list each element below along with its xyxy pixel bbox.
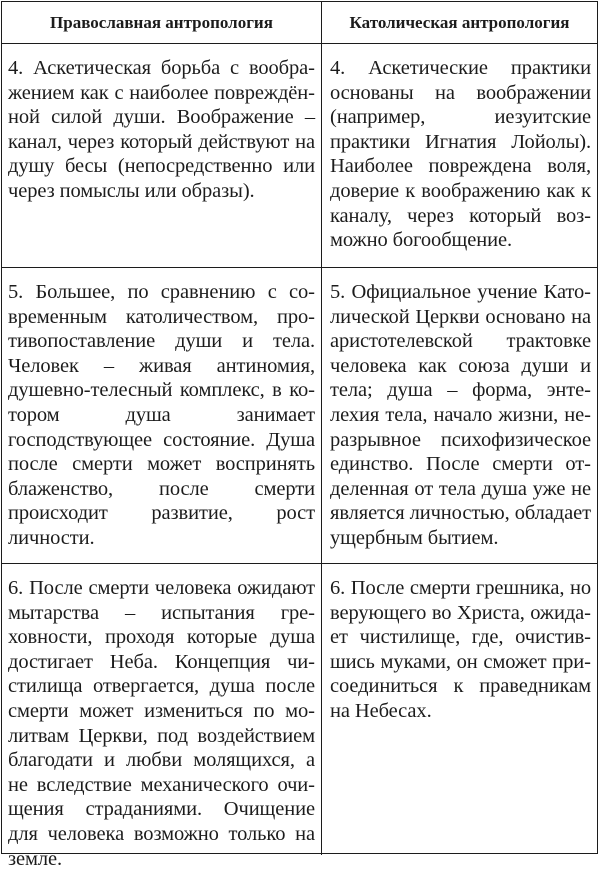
catholic-cell <box>322 564 597 855</box>
cell-text: 6. После смерти человека ожидают мытарства – испытания греховности, проходя которые душа достигает Неба. Концепция чистилища отвергается, душа после смерти может измениться по молитвам Церкви, под воздействием благодати и любви молящихся, а не вследствие механического очищения страданиями. Очищение для человека возможно только на земле. <box>8 577 315 870</box>
cell-text: 5. Официальное учение Католической Церкви основано на аристотелевской трактовке человека как союза души и тела; душа – форма, энтелехия тела, начало жизни, неразрывное психофизическое единство. После смерти отделенная от тела душа уже не является личностью, обладает ущербным бытием. <box>330 281 591 549</box>
header-orthodox: Православная антропология <box>2 2 322 43</box>
catholic-cell <box>322 44 597 267</box>
cell-text: 4. Аскетические практики основаны на воображении (например, иезуитские практики Игнатия Лойолы). Наиболее повреждена воля, доверие к воображению как к каналу, через который возможно богообщение. <box>330 57 591 252</box>
orthodox-cell <box>2 44 322 267</box>
table-header-row <box>2 2 597 44</box>
cell-text: 6. После смерти грешника, но верующего во Христа, ожидает чистилище, где, очистившись муками, он сможет присоединиться к праведникам на Небесах. <box>330 577 591 722</box>
cell-text: 5. Большее, по сравнению с современным католичеством, противопоставление души и тела. Человек – живая антиномия, душевно-телесный комплекс, в котором душа занимает господствующее состояние. Душа после смерти может воспринять блаженство, после смерти происходит развитие, рост личности. <box>8 281 315 549</box>
orthodox-cell <box>2 564 322 870</box>
table-row <box>2 564 597 870</box>
table-row <box>2 44 597 268</box>
cell-text: 4. Аскетическая борьба с воображением как с наиболее повреждённой силой души. Воображение – канал, через который действуют на душу бесы (непосредственно или через помыслы или образы). <box>8 57 315 202</box>
table-row <box>2 268 597 564</box>
comparison-table <box>1 1 598 870</box>
orthodox-cell <box>2 268 322 563</box>
catholic-cell <box>322 268 597 563</box>
header-catholic: Католическая антропология <box>349 12 570 32</box>
